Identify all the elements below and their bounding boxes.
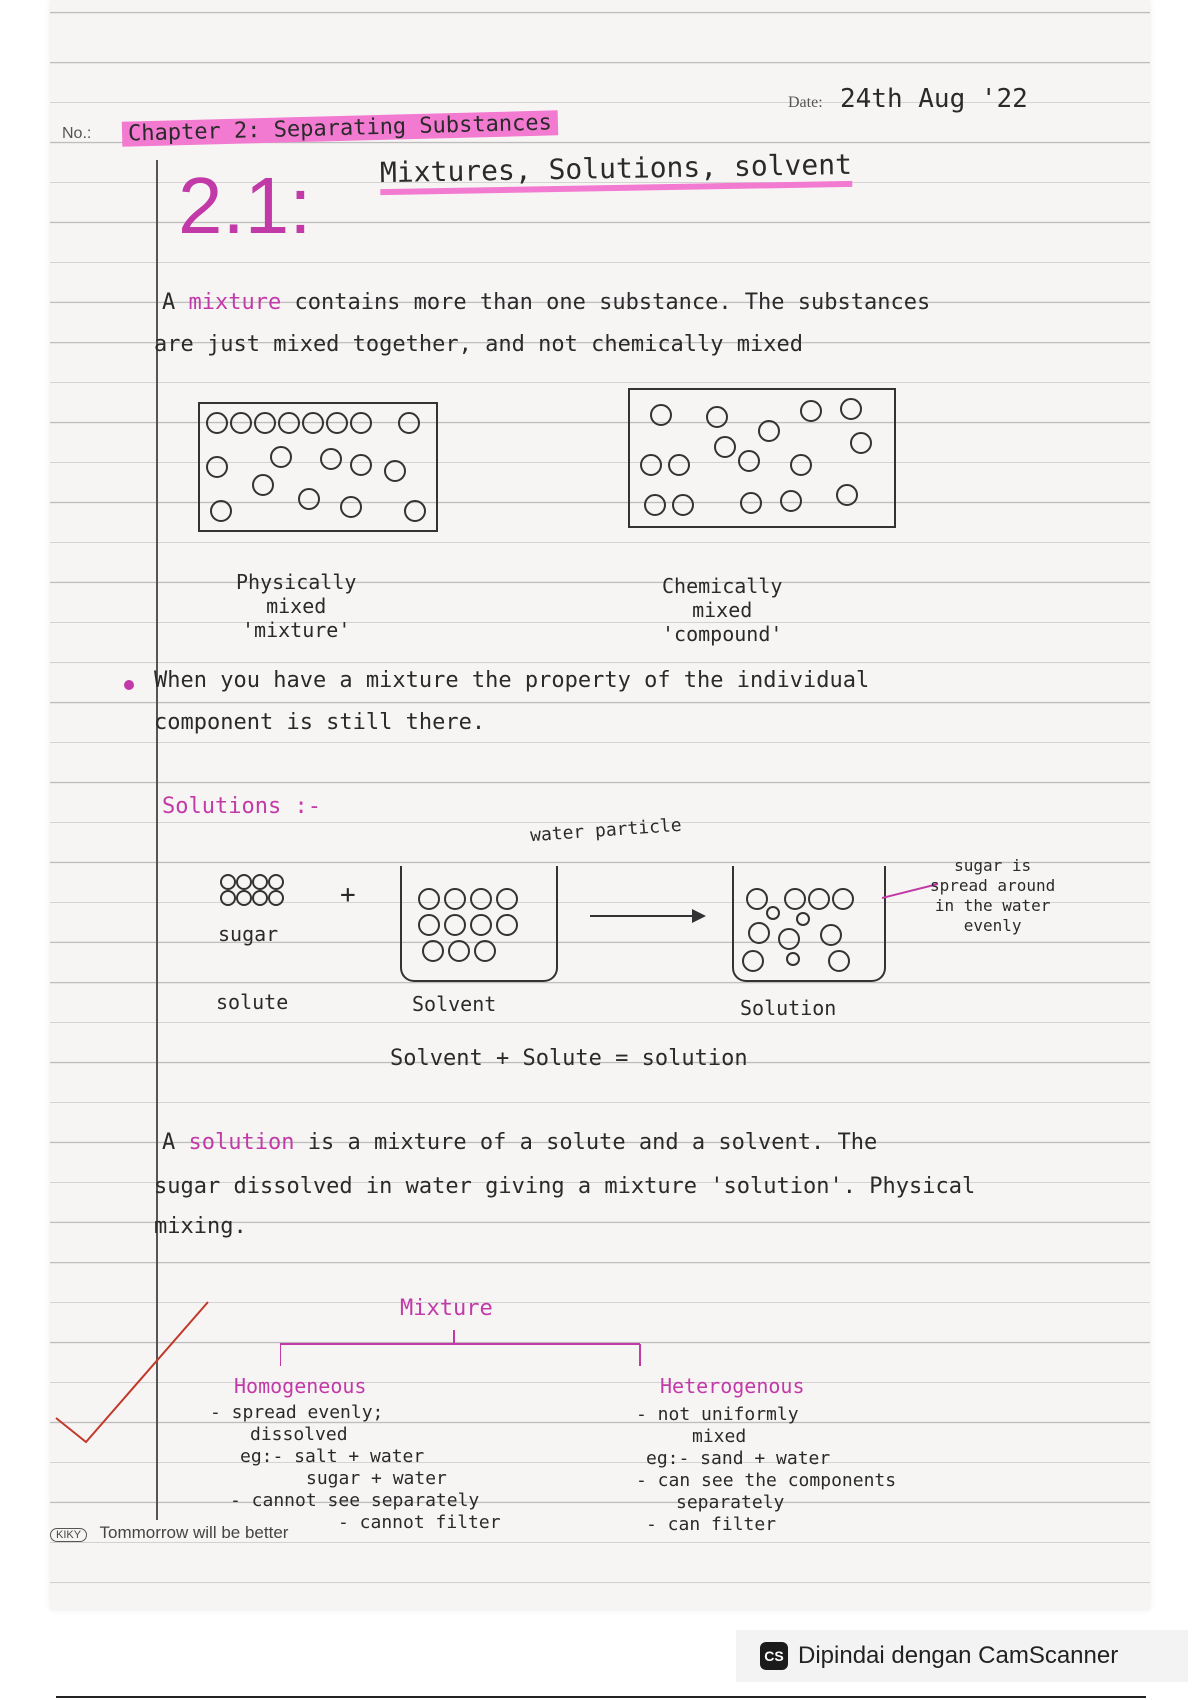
particle	[350, 454, 372, 476]
particle	[650, 404, 672, 426]
bullet-icon	[124, 680, 134, 690]
brand-badge: KIKY	[50, 1528, 87, 1542]
particle	[672, 494, 694, 516]
chapter-title: Chapter 2: Separating Substances	[122, 110, 558, 146]
particle	[210, 500, 232, 522]
particle	[422, 940, 444, 962]
term-mixture: mixture	[188, 290, 282, 315]
list-item: separately	[676, 1492, 785, 1513]
particle	[418, 914, 440, 936]
particle	[820, 924, 842, 946]
particle	[790, 454, 812, 476]
notebook-footer	[50, 1523, 288, 1543]
water-particle-label: water particle	[529, 814, 683, 847]
particle	[778, 928, 800, 950]
particle	[470, 888, 492, 910]
camscanner-icon: CS	[760, 1642, 788, 1670]
watermark-text: Dipindai dengan CamScanner	[798, 1642, 1119, 1669]
definition-line-2: sugar dissolved in water giving a mixture 'solution'. Physical	[154, 1174, 976, 1199]
note-line: in the water	[934, 896, 1051, 915]
footer-tagline: Tommorrow will be better	[99, 1523, 289, 1542]
particle	[278, 412, 300, 434]
particle	[828, 950, 850, 972]
solution-label: Solution	[740, 996, 837, 1020]
particle	[444, 888, 466, 910]
date-value: 24th Aug '22	[840, 84, 1028, 114]
notebook-page	[50, 0, 1150, 1610]
particle	[448, 940, 470, 962]
particle	[206, 412, 228, 434]
list-item: - can see the components	[636, 1470, 897, 1491]
particle	[270, 446, 292, 468]
caption-line: 'mixture'	[242, 618, 351, 642]
caption-line: mixed	[266, 594, 327, 618]
particle	[236, 874, 252, 890]
tree-root: Mixture	[400, 1296, 493, 1321]
particle	[836, 484, 858, 506]
sugar-particle	[766, 906, 780, 920]
list-item: - cannot see separately	[230, 1490, 480, 1511]
list-item: eg:- salt + water	[240, 1446, 425, 1467]
sugar-particle	[786, 952, 800, 966]
term-solution: solution	[188, 1130, 295, 1155]
sugar-particle	[796, 912, 810, 926]
list-item: dissolved	[250, 1424, 348, 1445]
particle	[418, 888, 440, 910]
list-item: - can filter	[646, 1514, 777, 1535]
compound-diagram	[628, 388, 896, 528]
particle	[268, 890, 284, 906]
mixture-diagram	[198, 402, 438, 532]
spread-note	[930, 856, 1055, 936]
section-number: 2.1:	[178, 161, 312, 250]
note-line: evenly	[963, 916, 1022, 935]
equation: Solvent + Solute = solution	[390, 1046, 748, 1071]
particle	[850, 432, 872, 454]
particle	[780, 490, 802, 512]
checkmark-icon	[50, 1290, 220, 1450]
solutions-heading: Solutions :-	[162, 794, 321, 819]
particle	[340, 496, 362, 518]
list-item: - spread evenly;	[210, 1402, 384, 1423]
solvent-beaker	[400, 866, 558, 982]
date-label: Date:	[788, 94, 823, 111]
page-number-label: No.:	[62, 125, 92, 142]
sugar-label: sugar	[218, 922, 279, 946]
note-line: spread around	[930, 876, 1056, 895]
particle	[800, 400, 822, 422]
solvent-label: Solvent	[412, 992, 497, 1016]
homogeneous-list	[210, 1402, 501, 1534]
bullet-line-2: component is still there.	[154, 710, 486, 735]
plus-sign: +	[340, 880, 356, 910]
homogeneous-title: Homogeneous	[234, 1374, 367, 1398]
definition-line-3: mixing.	[154, 1214, 247, 1239]
particle	[206, 456, 228, 478]
caption-line: Physically	[236, 570, 357, 594]
heterogenous-list	[636, 1404, 896, 1536]
mixture-caption	[236, 570, 356, 642]
particle	[740, 492, 762, 514]
particle	[320, 448, 342, 470]
intro-line-1	[162, 290, 930, 315]
particle	[738, 450, 760, 472]
intro-text: contains more than one substance. The substances	[294, 290, 931, 315]
def-a: A	[162, 1130, 176, 1155]
solution-beaker	[732, 866, 886, 982]
particle	[706, 406, 728, 428]
camscanner-watermark	[736, 1630, 1188, 1682]
list-item: sugar + water	[306, 1468, 447, 1489]
caption-line: mixed	[692, 598, 753, 622]
particle	[404, 500, 426, 522]
particle	[742, 950, 764, 972]
particle	[832, 888, 854, 910]
note-line: sugar is	[954, 856, 1032, 875]
particle	[302, 412, 324, 434]
particle	[252, 890, 268, 906]
particle	[254, 412, 276, 434]
particle	[326, 412, 348, 434]
particle	[746, 888, 768, 910]
particle	[784, 888, 806, 910]
particle	[398, 412, 420, 434]
particle	[298, 488, 320, 510]
particle	[220, 890, 236, 906]
particle	[444, 914, 466, 936]
definition-line-1	[162, 1130, 877, 1155]
bottom-rule	[56, 1696, 1146, 1698]
particle	[758, 420, 780, 442]
particle	[640, 454, 662, 476]
particle	[496, 914, 518, 936]
caption-line: 'compound'	[662, 622, 783, 646]
def-text: is a mixture of a solute and a solvent. The	[307, 1130, 878, 1155]
list-item: eg:- sand + water	[646, 1448, 831, 1469]
list-item: mixed	[692, 1426, 747, 1447]
list-item: - not uniformly	[636, 1404, 799, 1425]
particle	[230, 412, 252, 434]
particle	[220, 874, 236, 890]
particle	[252, 874, 268, 890]
particle	[808, 888, 830, 910]
particle	[350, 412, 372, 434]
list-item: - cannot filter	[338, 1512, 501, 1533]
particle	[236, 890, 252, 906]
bullet-line-1: When you have a mixture the property of the individual	[154, 668, 870, 693]
particle	[470, 914, 492, 936]
arrow-right-icon	[590, 904, 710, 928]
tree-branches	[280, 1330, 660, 1370]
heterogenous-title: Heterogenous	[660, 1374, 805, 1398]
caption-line: Chemically	[662, 574, 783, 598]
intro-a: A	[162, 290, 176, 315]
particle	[668, 454, 690, 476]
section-title: Mixtures, Solutions, solvent	[380, 148, 853, 195]
solute-label: solute	[216, 990, 289, 1014]
intro-line-2: are just mixed together, and not chemically mixed	[154, 332, 804, 357]
particle	[714, 436, 736, 458]
particle	[496, 888, 518, 910]
particle	[268, 874, 284, 890]
particle	[748, 922, 770, 944]
particle	[252, 474, 274, 496]
particle	[644, 494, 666, 516]
particle	[474, 940, 496, 962]
sugar-particles	[220, 874, 296, 910]
particle	[840, 398, 862, 420]
particle	[384, 460, 406, 482]
compound-caption	[662, 574, 782, 646]
